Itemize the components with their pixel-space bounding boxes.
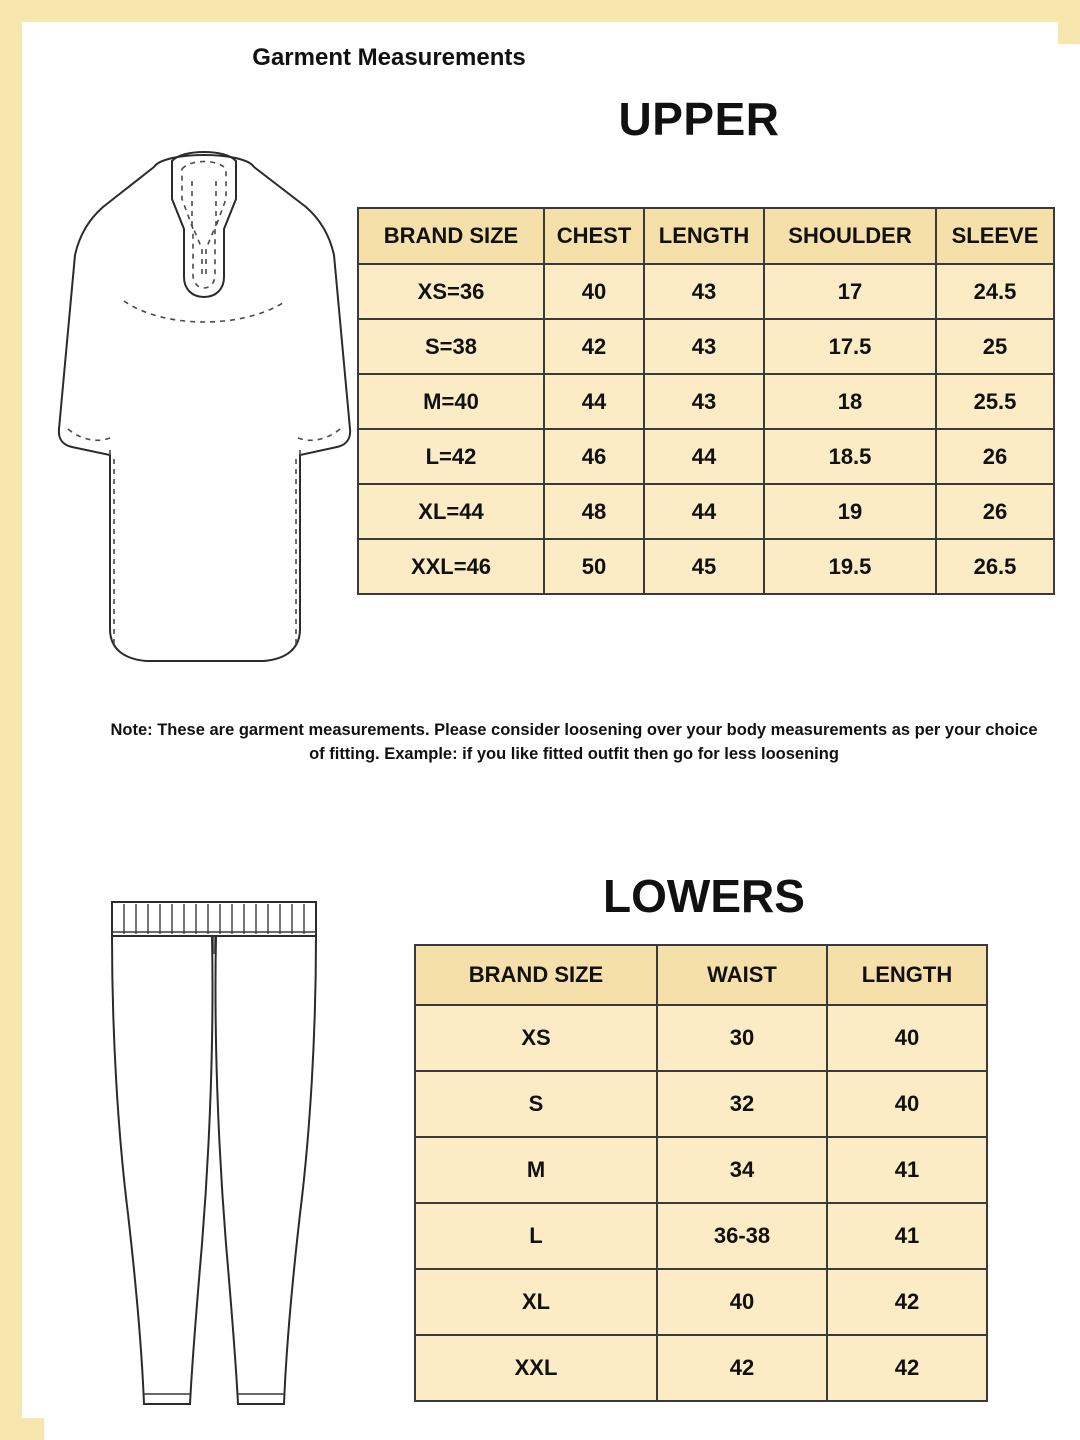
- cell-chest: 44: [544, 374, 644, 429]
- column-header-shoulder: SHOULDER: [764, 208, 936, 264]
- cell-brand-size: XS=36: [358, 264, 544, 319]
- lowers-section: [44, 824, 1080, 1440]
- cell-length: 44: [644, 429, 764, 484]
- upper-section: [44, 44, 1080, 764]
- cell-length: 41: [827, 1203, 987, 1269]
- cell-chest: 48: [544, 484, 644, 539]
- table-row: [415, 1005, 987, 1071]
- page-content: [44, 44, 1080, 1440]
- table-row: [415, 1335, 987, 1401]
- cell-sleeve: 26: [936, 484, 1054, 539]
- cell-waist: 34: [657, 1137, 827, 1203]
- cell-shoulder: 17.5: [764, 319, 936, 374]
- cell-brand-size: S=38: [358, 319, 544, 374]
- cell-length: 45: [644, 539, 764, 594]
- cell-length: 43: [644, 374, 764, 429]
- cell-waist: 42: [657, 1335, 827, 1401]
- cell-brand-size: M: [415, 1137, 657, 1203]
- table-row: [415, 1137, 987, 1203]
- table-row: [358, 484, 1054, 539]
- cell-chest: 50: [544, 539, 644, 594]
- cell-length: 43: [644, 319, 764, 374]
- cell-length: 41: [827, 1137, 987, 1203]
- cell-length: 42: [827, 1269, 987, 1335]
- table-row: [415, 1203, 987, 1269]
- table-row: [415, 1071, 987, 1137]
- upper-subtitle: Garment Measurements: [252, 44, 526, 71]
- cell-shoulder: 18.5: [764, 429, 936, 484]
- column-header-chest: CHEST: [544, 208, 644, 264]
- table-header-row: [358, 208, 1054, 264]
- cell-brand-size: L: [415, 1203, 657, 1269]
- cell-shoulder: 19.5: [764, 539, 936, 594]
- column-header-length: LENGTH: [827, 945, 987, 1005]
- cell-waist: 40: [657, 1269, 827, 1335]
- column-header-waist: WAIST: [657, 945, 827, 1005]
- upper-title: UPPER: [618, 93, 780, 145]
- measurement-note: Note: These are garment measurements. Please consider loosening over your body measurements as per your choice of fitting. Example: if you like fitted outfit then go for less loosening: [110, 721, 1038, 763]
- cell-length: 44: [644, 484, 764, 539]
- cell-length: 42: [827, 1335, 987, 1401]
- cell-chest: 40: [544, 264, 644, 319]
- cell-sleeve: 24.5: [936, 264, 1054, 319]
- cell-sleeve: 25.5: [936, 374, 1054, 429]
- upper-size-table: [357, 207, 1055, 595]
- table-header-row: [415, 945, 987, 1005]
- cell-sleeve: 26.5: [936, 539, 1054, 594]
- table-row: [415, 1269, 987, 1335]
- table-row: [358, 264, 1054, 319]
- cell-brand-size: XL=44: [358, 484, 544, 539]
- cell-brand-size: XL: [415, 1269, 657, 1335]
- column-header-brand-size: BRAND SIZE: [358, 208, 544, 264]
- cell-length: 40: [827, 1071, 987, 1137]
- table-row: [358, 374, 1054, 429]
- cell-shoulder: 19: [764, 484, 936, 539]
- table-row: [358, 539, 1054, 594]
- cell-waist: 32: [657, 1071, 827, 1137]
- cell-waist: 30: [657, 1005, 827, 1071]
- cell-chest: 42: [544, 319, 644, 374]
- lowers-size-table: [414, 944, 988, 1402]
- cell-sleeve: 25: [936, 319, 1054, 374]
- cell-shoulder: 17: [764, 264, 936, 319]
- cell-brand-size: S: [415, 1071, 657, 1137]
- cell-brand-size: XS: [415, 1005, 657, 1071]
- cell-brand-size: M=40: [358, 374, 544, 429]
- cell-shoulder: 18: [764, 374, 936, 429]
- cell-waist: 36-38: [657, 1203, 827, 1269]
- cell-brand-size: XXL=46: [358, 539, 544, 594]
- lowers-title: LOWERS: [603, 870, 805, 922]
- table-row: [358, 429, 1054, 484]
- table-row: [358, 319, 1054, 374]
- column-header-length: LENGTH: [644, 208, 764, 264]
- cell-brand-size: XXL: [415, 1335, 657, 1401]
- pajama-illustration: [84, 884, 344, 1429]
- cell-chest: 46: [544, 429, 644, 484]
- kurta-illustration: [54, 129, 354, 689]
- cell-length: 40: [827, 1005, 987, 1071]
- column-header-brand-size: BRAND SIZE: [415, 945, 657, 1005]
- cell-sleeve: 26: [936, 429, 1054, 484]
- cell-brand-size: L=42: [358, 429, 544, 484]
- column-header-sleeve: SLEEVE: [936, 208, 1054, 264]
- cell-length: 43: [644, 264, 764, 319]
